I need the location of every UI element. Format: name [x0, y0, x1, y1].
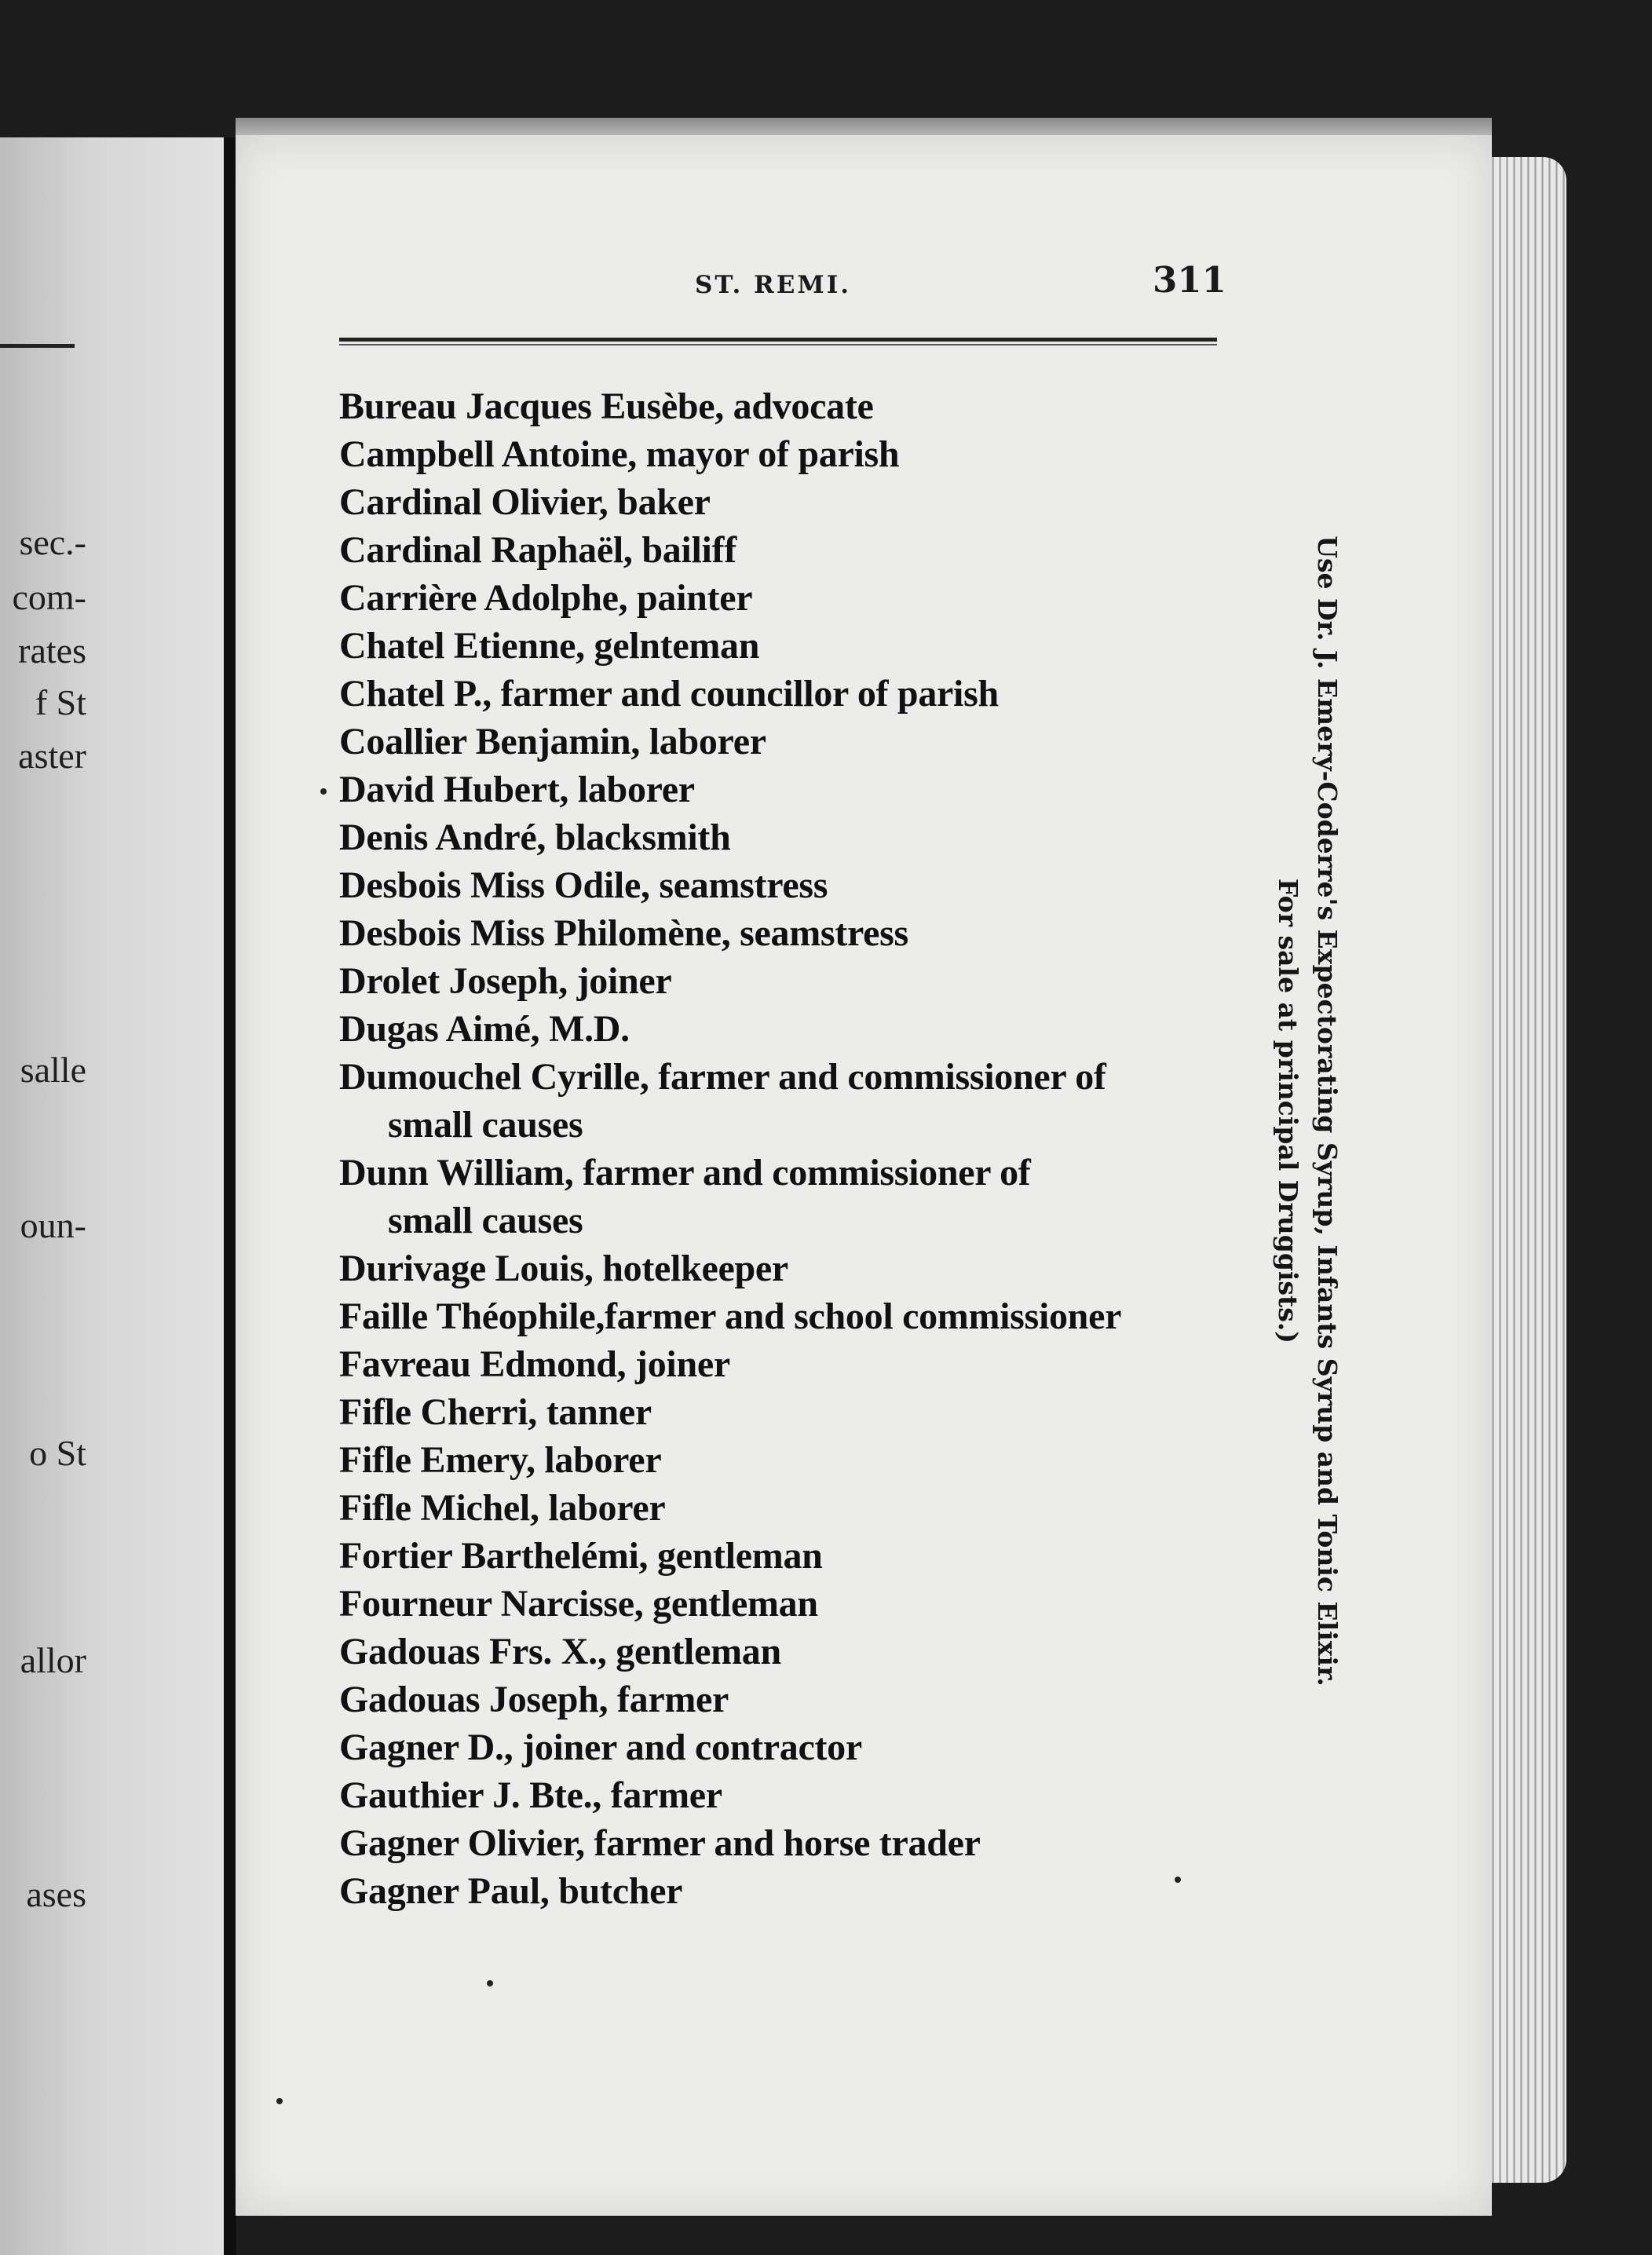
directory-entry [339, 957, 1223, 1005]
entry-text: Chatel P., farmer and councillor of parish [339, 673, 999, 715]
directory-entry [339, 813, 1223, 861]
directory-entry [339, 1723, 1223, 1771]
directory-entries [339, 382, 1223, 1915]
entry-text: Fifle Michel, laborer [339, 1487, 666, 1529]
entry-text: Gadouas Frs. X., gentleman [339, 1631, 781, 1672]
directory-entry [339, 1436, 1223, 1484]
previous-page-fragment-text: com- [12, 579, 86, 616]
book-gutter [224, 137, 236, 2255]
directory-entry [339, 1340, 1223, 1388]
entry-text: Gagner Paul, butcher [339, 1870, 683, 1912]
entry-text: Fifle Cherri, tanner [339, 1391, 652, 1433]
entry-text: Cardinal Olivier, baker [339, 481, 711, 523]
entry-text: Dumouchel Cyrille, farmer and commissioner of [339, 1056, 1106, 1098]
advertisement-line-2: For sale at principal Druggists.) [1273, 879, 1303, 1343]
entry-continuation: small causes [388, 1104, 583, 1146]
ink-speck [1175, 1877, 1181, 1883]
directory-entry [339, 574, 1223, 622]
entry-text: Faille Théophile,farmer and school commissioner [339, 1296, 1122, 1337]
directory-entry [339, 1580, 1223, 1628]
ink-speck [487, 1980, 493, 1986]
previous-page-fragment-text: o St [29, 1435, 86, 1471]
directory-entry [339, 1005, 1223, 1053]
previous-page-fragment [0, 137, 229, 2255]
directory-entry [339, 1388, 1223, 1436]
entry-text: Chatel Etienne, gelnteman [339, 625, 760, 667]
entry-text: Gagner Olivier, farmer and horse trader [339, 1822, 981, 1864]
directory-entry [339, 1053, 1223, 1149]
directory-entry [339, 1292, 1223, 1340]
running-head-title: ST. REMI. [695, 271, 852, 299]
ink-speck [276, 2098, 283, 2104]
previous-page-fragment-text: salle [20, 1052, 86, 1088]
directory-entry [339, 766, 1223, 813]
directory-entry [339, 670, 1223, 718]
side-advertisement [1229, 416, 1347, 1806]
previous-page-fragment-text: rates [18, 633, 86, 669]
previous-page-fragment-text: aster [18, 738, 86, 774]
entry-text: Drolet Joseph, joiner [339, 960, 672, 1002]
entry-text: Desbois Miss Odile, seamstress [339, 864, 828, 906]
previous-page-fragment-text: ases [26, 1877, 86, 1913]
directory-entry [339, 1244, 1223, 1292]
directory-entry [339, 909, 1223, 957]
entry-text: Durivage Louis, hotelkeeper [339, 1248, 788, 1289]
directory-entry [339, 1149, 1223, 1244]
entry-text: Favreau Edmond, joiner [339, 1343, 730, 1385]
directory-entry [339, 1676, 1223, 1723]
page-number: 311 [1153, 259, 1226, 301]
entry-text: Desbois Miss Philomène, seamstress [339, 912, 908, 954]
directory-entry [339, 1771, 1223, 1819]
entry-text: Fourneur Narcisse, gentleman [339, 1583, 818, 1625]
entry-text: Fifle Emery, laborer [339, 1439, 662, 1481]
directory-entry [339, 1484, 1223, 1532]
advertisement-line-1: Use Dr. J. Emery-Coderre's Expectorating Syrup, Infants Syrup and Tonic Elixir. [1312, 535, 1343, 1687]
entry-text: Gadouas Joseph, farmer [339, 1679, 729, 1720]
entry-text: David Hubert, laborer [339, 769, 695, 810]
entry-text: Denis André, blacksmith [339, 817, 731, 858]
entry-text: Coallier Benjamin, laborer [339, 721, 766, 762]
directory-entry [339, 478, 1223, 526]
entry-text: Bureau Jacques Eusèbe, advocate [339, 386, 874, 427]
entry-text: Dunn William, farmer and commissioner of [339, 1152, 1031, 1193]
entry-text: Gauthier J. Bte., farmer [339, 1774, 722, 1816]
directory-entry [339, 430, 1223, 478]
previous-page-fragment-text: sec.- [19, 524, 86, 561]
ink-speck [320, 788, 327, 795]
entry-text: Gagner D., joiner and contractor [339, 1727, 862, 1768]
entry-text: Campbell Antoine, mayor of parish [339, 433, 900, 475]
directory-entry [339, 1819, 1223, 1867]
directory-entry [339, 1532, 1223, 1580]
directory-entry [339, 718, 1223, 766]
directory-entry [339, 861, 1223, 909]
entry-continuation: small causes [388, 1200, 583, 1241]
entry-text: Cardinal Raphaël, bailiff [339, 529, 736, 571]
entry-text: Carrière Adolphe, painter [339, 577, 753, 619]
entry-text: Fortier Barthelémi, gentleman [339, 1535, 823, 1577]
directory-entry [339, 382, 1223, 430]
page-stack-edge [1480, 157, 1566, 2183]
entry-text: Dugas Aimé, M.D. [339, 1008, 630, 1050]
previous-page-rule [0, 344, 75, 348]
header-rule-thin [339, 344, 1217, 345]
header-rule [339, 338, 1217, 342]
previous-page-fragment-text: f St [35, 685, 86, 721]
directory-entry [339, 1867, 1223, 1915]
previous-page-fragment-text: oun- [20, 1208, 86, 1244]
previous-page-fragment-text: allor [20, 1643, 86, 1679]
directory-entry [339, 622, 1223, 670]
directory-entry [339, 1628, 1223, 1676]
directory-entry [339, 526, 1223, 574]
